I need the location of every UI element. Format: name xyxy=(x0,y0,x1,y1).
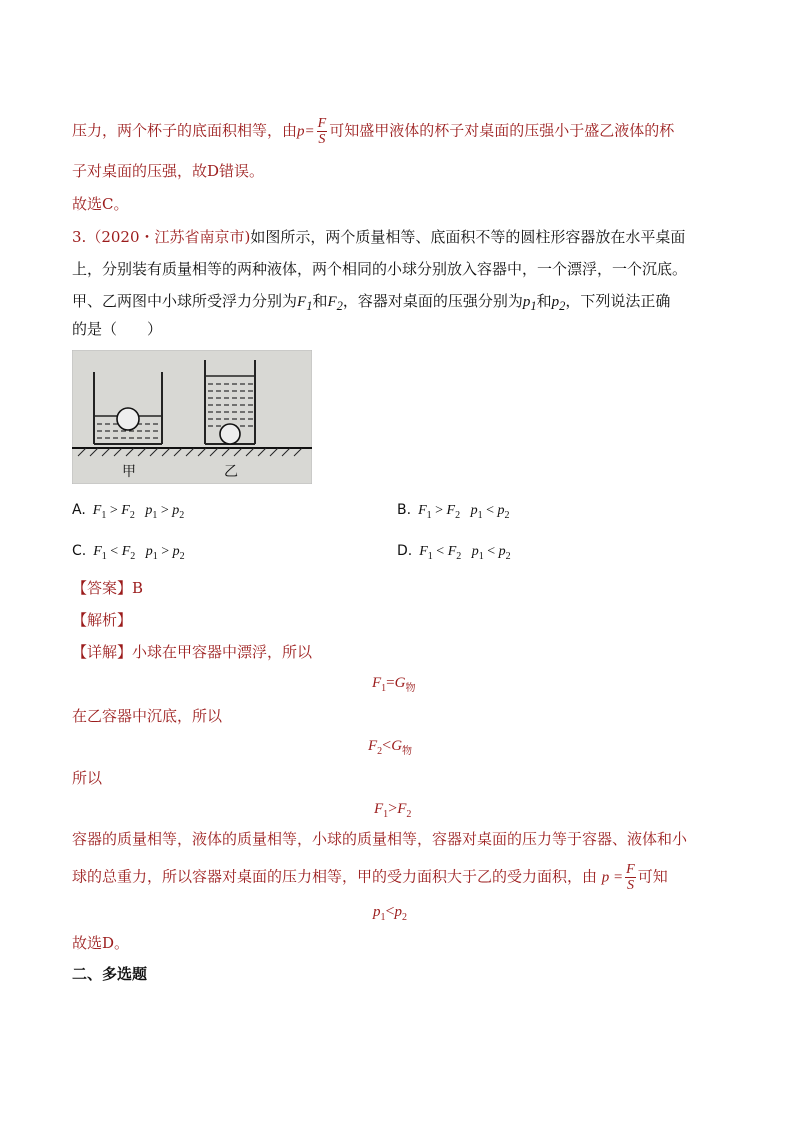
equation-2: $F_2<G_物$ xyxy=(368,737,413,757)
text-line: 所以 xyxy=(72,769,103,787)
text-segment: 球的总重力，所以容器对桌面的压力相等，甲的受力面积大于乙的受力面积，由 xyxy=(72,867,598,886)
option-c[interactable]: C. $F_1 < F_2$ $p_1 > p_2$ xyxy=(72,543,185,562)
question-number: 3. xyxy=(72,228,87,246)
fraction xyxy=(625,862,636,893)
text-line: 子对桌面的压强，故D错误。 xyxy=(72,162,265,180)
option-relation: > xyxy=(160,503,169,518)
option-relation: > xyxy=(161,544,170,559)
question-line xyxy=(72,290,670,317)
fraction-denominator: S xyxy=(318,132,326,147)
option-letter: A. xyxy=(72,502,86,518)
containers-figure xyxy=(72,350,312,484)
equation-3: $F_1>F_2$ xyxy=(374,800,412,820)
symbol-p1: $p_1$ xyxy=(522,294,537,313)
text-line: 容器的质量相等，液体的质量相等，小球的质量相等，容器对桌面的压力等于容器、液体和小 xyxy=(72,830,688,848)
section-heading: 二、多选题 xyxy=(72,965,148,983)
question-line xyxy=(72,226,685,248)
equation-1: $F_1=G_物$ xyxy=(372,675,416,694)
figure-label-right: 乙 xyxy=(224,464,238,480)
question-text: ，下列说法正确 xyxy=(565,292,671,310)
answer-line xyxy=(72,577,143,599)
answer-label: 【答案】 xyxy=(72,579,133,597)
question-text: 和 xyxy=(312,292,328,310)
symbol-p2: $p_2$ xyxy=(551,294,566,313)
text-segment: 可知盛甲液体的杯子对桌面的压强小于盛乙液体的杯 xyxy=(329,121,675,140)
question-source: （2020・江苏省南京市) xyxy=(86,228,251,246)
text-line: 故选D。 xyxy=(72,934,130,952)
symbol-F1: $F_1$ xyxy=(297,294,313,313)
equation-4: $p_1<p_2$ xyxy=(373,903,408,923)
question-text: 和 xyxy=(536,292,552,310)
detail-text: 小球在甲容器中漂浮，所以 xyxy=(132,643,313,661)
question-line: 的是（ ） xyxy=(72,320,163,338)
text-line xyxy=(72,116,674,147)
option-relation: < xyxy=(487,544,496,559)
formula-p: p= xyxy=(297,123,315,140)
text-segment: 可知 xyxy=(637,867,668,886)
option-relation: < xyxy=(486,503,494,518)
answer-value: B xyxy=(132,579,144,597)
symbol-F2: $F_2$ xyxy=(327,294,343,313)
option-d[interactable]: D. $F_1 < F_2$ $p_1 < p_2$ xyxy=(397,543,511,562)
question-text: 如图所示，两个质量相等、底面积不等的圆柱形容器放在水平桌面 xyxy=(250,228,686,246)
option-relation: < xyxy=(110,544,119,559)
containers-illustration xyxy=(72,350,312,484)
option-a[interactable]: A. $F_1 > F_2$ $p_1 > p_2$ xyxy=(72,502,185,521)
text-line xyxy=(72,862,668,893)
fraction-numerator: F xyxy=(626,862,635,877)
option-letter: B. xyxy=(397,502,412,518)
text-segment: 压力，两个杯子的底面积相等，由 xyxy=(72,121,298,140)
figure-label-left: 甲 xyxy=(122,464,136,480)
fraction-numerator: F xyxy=(317,116,327,131)
option-relation: > xyxy=(109,503,118,518)
detail-line xyxy=(72,641,312,663)
question-line: 上，分别装有质量相等的两种液体，两个相同的小球分别放入容器中，一个漂浮，一个沉底。 xyxy=(72,260,688,278)
option-letter: C. xyxy=(72,543,87,559)
formula-p: p = xyxy=(601,869,624,886)
text-line: 在乙容器中沉底，所以 xyxy=(72,707,223,725)
fraction-denominator: S xyxy=(626,878,634,893)
detail-label: 【详解】 xyxy=(72,643,133,661)
text-line: 故选C。 xyxy=(72,195,129,213)
option-b[interactable]: B. $F_1 > F_2$ $p_1 < p_2$ xyxy=(397,502,510,521)
analysis-label: 【解析】 xyxy=(72,611,133,629)
question-text: 甲、乙两图中小球所受浮力分别为 xyxy=(72,292,298,310)
option-relation: < xyxy=(436,544,445,559)
question-text: ，容器对桌面的压强分别为 xyxy=(342,292,523,310)
option-letter: D. xyxy=(397,543,413,559)
fraction xyxy=(317,116,328,147)
option-relation: > xyxy=(435,503,444,518)
